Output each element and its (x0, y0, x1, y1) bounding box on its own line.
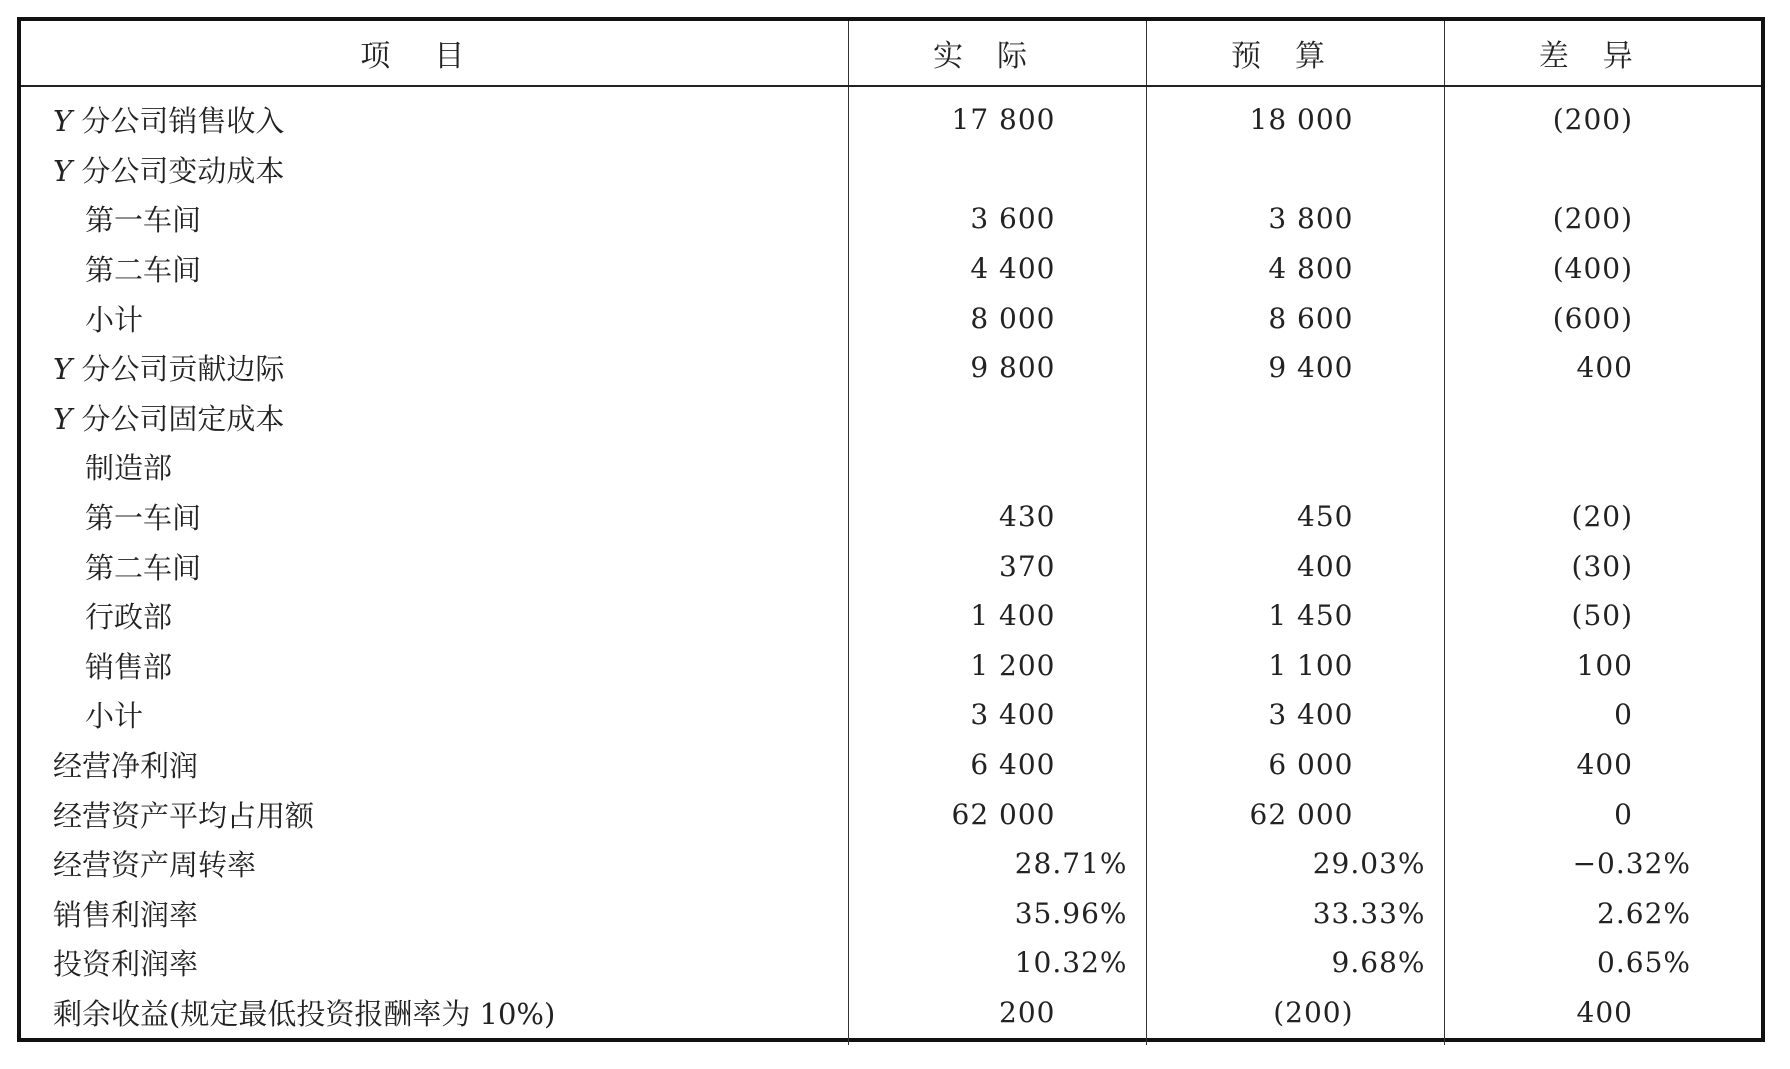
actual-cell: 9 800 (848, 343, 1146, 393)
budget-cell: 1 450 (1146, 591, 1444, 641)
item-cell: 经营净利润 (53, 749, 199, 784)
budget-cell: 400 (1146, 541, 1444, 591)
variance-cell: (200) (1444, 194, 1761, 244)
item-cell: 第一车间 (85, 203, 202, 238)
actual-cell: 430 (848, 492, 1146, 542)
budget-cell: (200) (1146, 988, 1444, 1046)
variance-cell: 400 (1444, 343, 1761, 393)
table-row (21, 988, 1761, 1046)
variance-cell: (20) (1444, 492, 1761, 542)
actual-cell: 3 400 (848, 690, 1146, 740)
item-cell: 行政部 (85, 600, 173, 635)
table-row (21, 492, 1761, 542)
header-item: 项目 (21, 21, 848, 86)
budget-cell (1146, 393, 1444, 443)
item-cell: 销售利润率 (53, 897, 199, 932)
table-row (21, 86, 1761, 145)
variance-cell: −0.32% (1444, 839, 1761, 889)
item-cell: Y 分公司贡献边际 (53, 352, 285, 387)
actual-cell: 3 600 (848, 194, 1146, 244)
table-body (21, 86, 1761, 1045)
actual-cell: 1 400 (848, 591, 1146, 641)
actual-cell: 17 800 (848, 86, 1146, 145)
budget-cell (1146, 442, 1444, 492)
actual-cell (848, 442, 1146, 492)
actual-cell: 4 400 (848, 244, 1146, 294)
item-cell: 第一车间 (85, 501, 202, 536)
budget-cell: 3 400 (1146, 690, 1444, 740)
variance-cell: 400 (1444, 988, 1761, 1046)
actual-cell (848, 393, 1146, 443)
variance-cell: (400) (1444, 244, 1761, 294)
branch-performance-table (21, 21, 1761, 1045)
budget-cell: 450 (1146, 492, 1444, 542)
item-cell: Y 分公司销售收入 (53, 104, 285, 139)
table-row (21, 244, 1761, 294)
variance-cell: 400 (1444, 740, 1761, 790)
actual-cell: 10.32% (848, 938, 1146, 988)
actual-cell: 1 200 (848, 641, 1146, 691)
item-cell: 第二车间 (85, 253, 202, 288)
budget-cell: 1 100 (1146, 641, 1444, 691)
budget-cell: 33.33% (1146, 889, 1444, 939)
item-cell: 第二车间 (85, 550, 202, 585)
actual-cell: 28.71% (848, 839, 1146, 889)
variance-cell: (50) (1444, 591, 1761, 641)
table-row (21, 293, 1761, 343)
budget-cell (1146, 145, 1444, 195)
actual-cell (848, 145, 1146, 195)
budget-cell: 18 000 (1146, 86, 1444, 145)
item-cell: 剩余收益(规定最低投资报酬率为 10%) (53, 996, 556, 1031)
item-cell: 销售部 (85, 649, 173, 684)
header-actual: 实际 (848, 21, 1146, 86)
variance-cell: 0.65% (1444, 938, 1761, 988)
budget-cell: 62 000 (1146, 789, 1444, 839)
table-row (21, 591, 1761, 641)
table-row (21, 740, 1761, 790)
budget-cell: 6 000 (1146, 740, 1444, 790)
budget-cell: 4 800 (1146, 244, 1444, 294)
header-budget: 预算 (1146, 21, 1444, 86)
table-row (21, 393, 1761, 443)
variance-cell (1444, 145, 1761, 195)
item-cell: 经营资产平均占用额 (53, 798, 315, 833)
variance-cell: (600) (1444, 293, 1761, 343)
table-row (21, 839, 1761, 889)
actual-cell: 370 (848, 541, 1146, 591)
table-row (21, 194, 1761, 244)
item-cell: 投资利润率 (53, 947, 199, 982)
table-row (21, 641, 1761, 691)
variance-cell: 100 (1444, 641, 1761, 691)
report-table-frame (17, 17, 1765, 1042)
variance-cell: (30) (1444, 541, 1761, 591)
table-row (21, 690, 1761, 740)
table-row (21, 541, 1761, 591)
variance-cell (1444, 442, 1761, 492)
item-cell: 小计 (85, 699, 144, 734)
item-cell: Y 分公司变动成本 (53, 153, 285, 188)
budget-cell: 29.03% (1146, 839, 1444, 889)
budget-cell: 3 800 (1146, 194, 1444, 244)
variance-cell: 2.62% (1444, 889, 1761, 939)
item-cell: 小计 (85, 302, 144, 337)
table-header-row (21, 21, 1761, 86)
variance-cell: 0 (1444, 690, 1761, 740)
table-row (21, 889, 1761, 939)
table-row (21, 938, 1761, 988)
table-row (21, 442, 1761, 492)
table-row (21, 145, 1761, 195)
budget-cell: 9 400 (1146, 343, 1444, 393)
variance-cell (1444, 393, 1761, 443)
actual-cell: 6 400 (848, 740, 1146, 790)
actual-cell: 62 000 (848, 789, 1146, 839)
actual-cell: 200 (848, 988, 1146, 1046)
variance-cell: (200) (1444, 86, 1761, 145)
header-variance: 差异 (1444, 21, 1761, 86)
item-cell: 制造部 (85, 451, 173, 486)
budget-cell: 8 600 (1146, 293, 1444, 343)
actual-cell: 35.96% (848, 889, 1146, 939)
item-cell: 经营资产周转率 (53, 848, 257, 883)
budget-cell: 9.68% (1146, 938, 1444, 988)
variance-cell: 0 (1444, 789, 1761, 839)
item-cell: Y 分公司固定成本 (53, 401, 285, 436)
table-row (21, 343, 1761, 393)
actual-cell: 8 000 (848, 293, 1146, 343)
table-row (21, 789, 1761, 839)
